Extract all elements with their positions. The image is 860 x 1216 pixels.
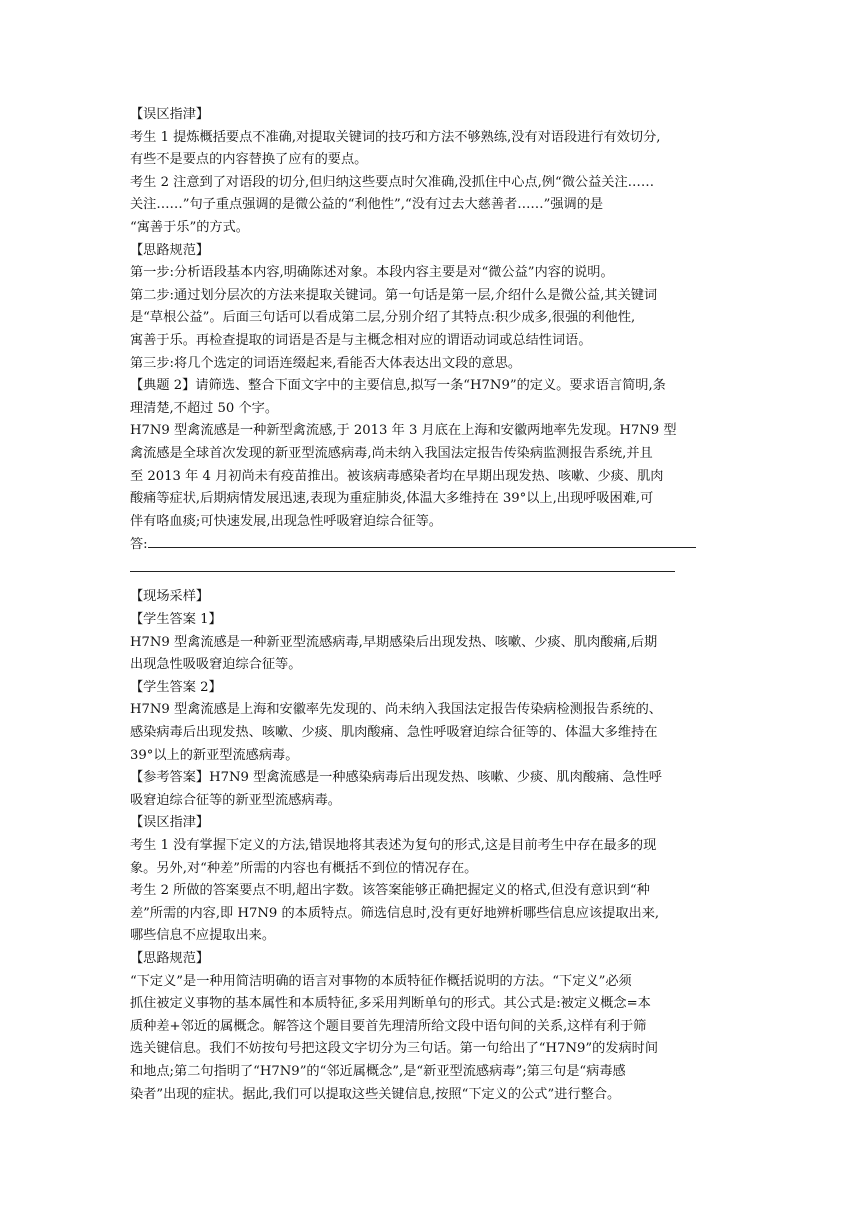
text-line: 和地点;第二句指明了“H7N9”的“邻近属概念”,是“新亚型流感病毒”;第三句是“病毒感 xyxy=(130,1063,626,1079)
paragraph xyxy=(130,767,735,812)
section-heading: 【误区指津】 xyxy=(130,815,210,831)
text-line: 至 2013 年 4 月初尚未有疫苗推出。被该病毒感染者均在早期出现发热、咳嗽、少痰、肌肉 xyxy=(130,468,664,484)
text-line: 是“草根公益”。后面三句话可以看成第二层,分别介绍了其特点:积少成多,很强的利他性, xyxy=(130,310,636,326)
answer-blank-line[interactable] xyxy=(130,557,675,572)
text-line: 选关键信息。我们不妨按句号把这段文字切分为三句话。第一句给出了“H7N9”的发病时间 xyxy=(130,1041,659,1057)
text-line: “下定义”是一种用简洁明确的语言对事物的本质特征作概括说明的方法。“下定义”必须 xyxy=(130,973,632,989)
text-line: 出现急性吸吸窘迫综合征等。 xyxy=(130,657,302,673)
section-heading: 【误区指津】 xyxy=(130,107,210,122)
text-line: 抓住被定义事物的基本属性和本质特征,多采用判断单句的形式。其公式是:被定义概念=本 xyxy=(130,996,651,1012)
text-line: 哪些信息不应提取出来。 xyxy=(130,928,276,944)
paragraph xyxy=(130,375,735,420)
text-line: 考生 2 所做的答案要点不明,超出字数。该答案能够正确把握定义的格式,但没有意识到“种 xyxy=(130,883,650,899)
text-line: 差”所需的内容,即 H7N9 的本质特点。筛选信息时,没有更好地辨析哪些信息应该提取出来, xyxy=(130,905,660,921)
text-line: 染者”出现的症状。据此,我们可以提取这些关键信息,按照“下定义的公式”进行整合。 xyxy=(130,1086,621,1102)
paragraph xyxy=(130,172,735,240)
text-line: 第三步:将几个选定的词语连缀起来,看能否大体表达出文段的意思。 xyxy=(130,355,522,371)
text-line: H7N9 型禽流感是上海和安徽率先发现的、尚未纳入我国法定报告传染病检测报告系统的、 xyxy=(130,702,662,718)
text-line: 象。另外,对“种差”所需的内容也有概括不到位的情况存在。 xyxy=(130,860,478,876)
paragraph xyxy=(130,353,735,376)
answer-label: 答: xyxy=(130,537,148,553)
paragraph xyxy=(130,262,735,285)
section-heading: 【现场采样】 xyxy=(130,589,210,605)
text-line: 禽流感是全球首次发现的新亚型流感病毒,尚未纳入我国法定报告传染病监测报告系统,并且 xyxy=(130,445,653,461)
text-line: 质种差+邻近的属概念。解答这个题目要首先理清所给文段中语句间的关系,这样有利于筛 xyxy=(130,1018,647,1034)
paragraph xyxy=(130,127,735,172)
text-line: 考生 1 提炼概括要点不准确,对提取关键词的技巧和方法不够熟练,没有对语段进行有效切分, xyxy=(130,129,661,145)
text-line: 考生 1 没有掌握下定义的方法,错误地将其表述为复句的形式,这是目前考生中存在最多的现 xyxy=(130,838,657,853)
text-line: 关注……”句子重点强调的是微公益的“利他性”,“没有过去大慈善者……”强调的是 xyxy=(130,197,604,213)
paragraph xyxy=(130,632,735,677)
section-heading: 【学生答案 1】 xyxy=(130,612,222,628)
text-line: 【参考答案】H7N9 型禽流感是一种感染病毒后出现发热、咳嗽、少痰、肌肉酸痛、急性呼 xyxy=(130,770,662,786)
paragraph xyxy=(130,880,735,948)
text-line: H7N9 型禽流感是一种新型禽流感,于 2013 年 3 月底在上海和安徽两地率先发现。H7N9 型 xyxy=(130,423,677,439)
section-heading: 【学生答案 2】 xyxy=(130,679,222,695)
text-line: H7N9 型禽流感是一种新亚型流感病毒,早期感染后出现发热、咳嗽、少痰、肌肉酸痛,后期 xyxy=(130,634,658,650)
paragraph xyxy=(130,835,735,880)
paragraph xyxy=(130,285,735,353)
paragraph xyxy=(130,699,735,767)
text-line: 第二步:通过划分层次的方法来提取关键词。第一句话是第一层,介绍什么是微公益,其关键词 xyxy=(130,287,658,303)
text-line: 有些不是要点的内容替换了应有的要点。 xyxy=(130,152,368,168)
text-line: 【典题 2】请筛选、整合下面文字中的主要信息,拟写一条“H7N9”的定义。要求语言简明,条 xyxy=(130,378,666,394)
text-line: 感染病毒后出现发热、咳嗽、少痰、肌肉酸痛、急性呼吸窘迫综合征等的、体温大多维持在 xyxy=(130,725,658,741)
paragraph xyxy=(130,971,735,1107)
text-line: 酸痛等症状,后期病情发展迅速,表现为重症肺炎,体温大多维持在 39°以上,出现呼吸困难,可 xyxy=(130,491,654,507)
text-line: 寓善于乐。再检查提取的词语是否是与主概念相对应的谓语动词或总结性词语。 xyxy=(130,332,592,348)
text-line: 39°以上的新亚型流感病毒。 xyxy=(130,747,299,763)
text-line: 第一步:分析语段基本内容,明确陈述对象。本段内容主要是对“微公益”内容的说明。 xyxy=(130,265,614,281)
text-line: 吸窘迫综合征等的新亚型流感病毒。 xyxy=(130,792,341,808)
section-heading: 【思路规范】 xyxy=(130,950,210,966)
answer-blank-line[interactable] xyxy=(148,533,696,548)
text-line: 伴有咯血痰;可快速发展,出现急性呼吸窘迫综合征等。 xyxy=(130,513,442,529)
paragraph xyxy=(130,420,735,533)
section-heading: 【思路规范】 xyxy=(130,242,210,258)
text-line: 理清楚,不超过 50 个字。 xyxy=(130,400,279,416)
text-line: 考生 2 注意到了对语段的切分,但归纳这些要点时欠准确,没抓住中心点,例“微公益关注…… xyxy=(130,174,655,190)
document-page xyxy=(130,104,735,1106)
text-line: “寓善于乐”的方式。 xyxy=(130,219,249,235)
answer-area xyxy=(130,533,735,580)
